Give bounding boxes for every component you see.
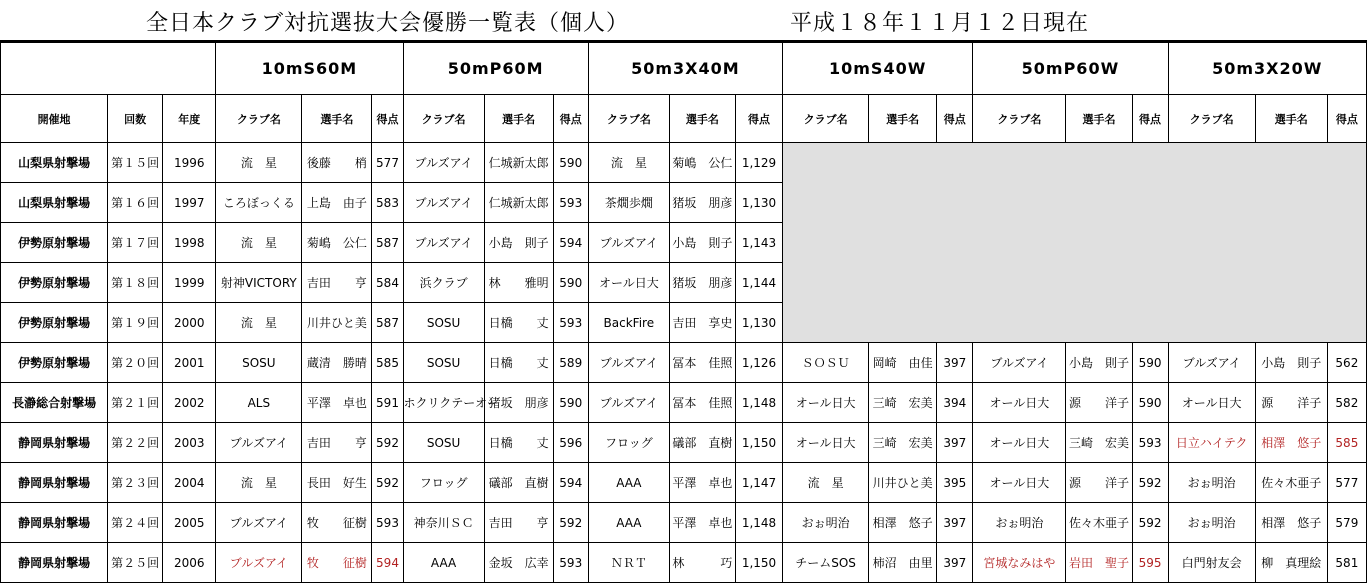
club-cell: オール日大 [973,463,1066,503]
score-cell: 397 [937,423,973,463]
club-cell: チームSOS [783,543,869,583]
club-cell: SOSU [403,423,484,463]
score-cell: 593 [553,303,588,343]
no-event-block [783,143,1367,343]
player-cell: 源 洋子 [1066,463,1132,503]
player-cell: 三崎 宏美 [869,383,937,423]
score-cell: 1,148 [735,383,782,423]
event-header: 10mS60M [216,43,403,95]
score-cell: 593 [553,543,588,583]
score-column-header: 得点 [1132,95,1168,143]
club-cell: ALS [216,383,302,423]
player-cell: 冨本 佳照 [669,383,735,423]
table-row [1,543,1367,583]
club-cell: 浜クラブ [403,263,484,303]
score-cell: 577 [372,143,403,183]
score-cell: 1,130 [735,303,782,343]
round-column-header: 回数 [108,95,163,143]
year-cell: 2000 [163,303,216,343]
score-cell: 584 [372,263,403,303]
player-cell: 蔵清 勝晴 [302,343,372,383]
player-cell: 仁城新太郎 [484,183,553,223]
player-cell: 柿沼 由里 [869,543,937,583]
club-cell: おぉ明治 [783,503,869,543]
player-cell: 日橋 丈 [484,303,553,343]
score-column-header: 得点 [937,95,973,143]
score-cell: 596 [553,423,588,463]
table-row [1,343,1367,383]
blank-header-cell [1,43,216,95]
player-cell: 岡崎 由佳 [869,343,937,383]
year-cell: 1998 [163,223,216,263]
club-cell: ブルズアイ [403,183,484,223]
club-cell: AAA [403,543,484,583]
score-column-header: 得点 [1327,95,1366,143]
table-row [1,423,1367,463]
year-cell: 2001 [163,343,216,383]
player-cell: 林 雅明 [484,263,553,303]
player-cell: 礒部 直樹 [484,463,553,503]
club-cell: ブルズアイ [588,343,669,383]
club-cell: SOSU [403,343,484,383]
score-cell: 585 [372,343,403,383]
score-cell: 589 [553,343,588,383]
club-cell: オール日大 [783,423,869,463]
score-cell: 593 [372,503,403,543]
title-bar [0,0,1367,42]
player-cell: 牧 征樹 [302,503,372,543]
score-cell: 1,148 [735,503,782,543]
club-cell: AAA [588,503,669,543]
score-cell: 590 [1132,383,1168,423]
year-cell: 2006 [163,543,216,583]
club-cell: オール日大 [783,383,869,423]
venue-cell: 静岡県射撃場 [1,503,108,543]
year-column-header: 年度 [163,95,216,143]
score-cell: 1,150 [735,423,782,463]
venue-cell: 伊勢原射撃場 [1,343,108,383]
score-cell: 590 [553,383,588,423]
club-column-header: クラブ名 [216,95,302,143]
club-cell: 流 星 [783,463,869,503]
player-cell: 小島 則子 [669,223,735,263]
score-cell: 592 [553,503,588,543]
club-cell: ブルズアイ [216,503,302,543]
club-cell: オール日大 [588,263,669,303]
club-cell: おぉ明治 [1168,503,1255,543]
year-cell: 1996 [163,143,216,183]
player-column-header: 選手名 [869,95,937,143]
player-cell: 冨本 佳照 [669,343,735,383]
score-cell: 581 [1327,543,1366,583]
club-cell: 流 星 [216,303,302,343]
event-header: 50mP60M [403,43,588,95]
club-column-header: クラブ名 [1168,95,1255,143]
club-cell: ＮＲＴ [588,543,669,583]
round-cell: 第１５回 [108,143,163,183]
player-cell: 菊嶋 公仁 [302,223,372,263]
club-cell: 流 星 [216,143,302,183]
year-cell: 1997 [163,183,216,223]
score-cell: 592 [372,423,403,463]
score-column-header: 得点 [372,95,403,143]
club-cell: ホクリクテーオー [403,383,484,423]
event-header: 10mS40W [783,43,973,95]
player-cell: 小島 則子 [484,223,553,263]
venue-cell: 長瀞総合射撃場 [1,383,108,423]
player-cell: 相澤 悠子 [869,503,937,543]
year-cell: 2005 [163,503,216,543]
player-cell: 平澤 卓也 [302,383,372,423]
club-cell: オール日大 [1168,383,1255,423]
club-cell: ブルズアイ [216,423,302,463]
player-column-header: 選手名 [1066,95,1132,143]
score-cell: 593 [1132,423,1168,463]
player-cell: 林 巧 [669,543,735,583]
club-cell: ころぼっくる [216,183,302,223]
venue-cell: 伊勢原射撃場 [1,263,108,303]
score-cell: 583 [372,183,403,223]
player-cell: 吉田 亨 [484,503,553,543]
column-header-row [1,95,1367,143]
player-cell: 金坂 広幸 [484,543,553,583]
score-cell: 587 [372,223,403,263]
club-cell: 射神VICTORY [216,263,302,303]
club-cell: ブルズアイ [403,143,484,183]
player-cell: 佐々木亜子 [1066,503,1132,543]
player-cell: 小島 則子 [1255,343,1327,383]
round-cell: 第１９回 [108,303,163,343]
score-cell: 1,144 [735,263,782,303]
year-cell: 2004 [163,463,216,503]
club-column-header: クラブ名 [588,95,669,143]
club-cell: BackFire [588,303,669,343]
year-cell: 2003 [163,423,216,463]
score-cell: 1,129 [735,143,782,183]
club-cell: AAA [588,463,669,503]
score-cell: 590 [1132,343,1168,383]
player-column-header: 選手名 [484,95,553,143]
player-cell: 上島 由子 [302,183,372,223]
player-cell: 仁城新太郎 [484,143,553,183]
player-cell: 菊嶋 公仁 [669,143,735,183]
score-column-header: 得点 [735,95,782,143]
club-cell: 流 星 [216,223,302,263]
club-cell: SOSU [403,303,484,343]
venue-cell: 静岡県射撃場 [1,463,108,503]
player-cell: 礒部 直樹 [669,423,735,463]
club-cell: ブルズアイ [216,543,302,583]
club-column-header: クラブ名 [973,95,1066,143]
score-cell: 585 [1327,423,1366,463]
player-cell: 川井ひと美 [869,463,937,503]
score-cell: 577 [1327,463,1366,503]
player-cell: 相澤 悠子 [1255,503,1327,543]
table-row [1,383,1367,423]
results-table [0,42,1367,583]
player-cell: 三崎 宏美 [869,423,937,463]
venue-cell: 伊勢原射撃場 [1,223,108,263]
player-cell: 源 洋子 [1066,383,1132,423]
score-cell: 1,143 [735,223,782,263]
year-cell: 2002 [163,383,216,423]
player-cell: 柳 真理絵 [1255,543,1327,583]
score-cell: 587 [372,303,403,343]
score-cell: 397 [937,543,973,583]
score-cell: 397 [937,503,973,543]
score-cell: 582 [1327,383,1366,423]
player-cell: 日橋 丈 [484,343,553,383]
as-of-date: 平成１８年１１月１２日現在 [790,11,1090,36]
score-cell: 590 [553,263,588,303]
club-cell: ブルズアイ [403,223,484,263]
table-row [1,463,1367,503]
event-header: 50mP60W [973,43,1168,95]
results-body [1,143,1367,583]
score-cell: 394 [937,383,973,423]
club-cell: 日立ハイテク [1168,423,1255,463]
player-cell: 吉田 亨 [302,263,372,303]
score-column-header: 得点 [553,95,588,143]
venue-column-header: 開催地 [1,95,108,143]
player-cell: 牧 征樹 [302,543,372,583]
score-cell: 590 [553,143,588,183]
score-cell: 1,147 [735,463,782,503]
player-cell: 吉田 享史 [669,303,735,343]
score-cell: 591 [372,383,403,423]
club-cell: 茶燗歩燗 [588,183,669,223]
score-cell: 562 [1327,343,1366,383]
player-column-header: 選手名 [669,95,735,143]
score-cell: 594 [553,463,588,503]
club-cell: オール日大 [973,423,1066,463]
player-cell: 平澤 卓也 [669,463,735,503]
round-cell: 第２５回 [108,543,163,583]
club-cell: 宮城なみはや [973,543,1066,583]
club-cell: 白門射友会 [1168,543,1255,583]
score-cell: 594 [553,223,588,263]
club-column-header: クラブ名 [783,95,869,143]
club-cell: おぉ明治 [1168,463,1255,503]
player-cell: 相澤 悠子 [1255,423,1327,463]
club-cell: ブルズアイ [973,343,1066,383]
round-cell: 第２０回 [108,343,163,383]
round-cell: 第１７回 [108,223,163,263]
club-cell: ブルズアイ [588,223,669,263]
venue-cell: 山梨県射撃場 [1,183,108,223]
score-cell: 1,150 [735,543,782,583]
round-cell: 第２３回 [108,463,163,503]
club-cell: 流 星 [588,143,669,183]
club-cell: ブルズアイ [1168,343,1255,383]
club-cell: オール日大 [973,383,1066,423]
page-title: 全日本クラブ対抗選抜大会優勝一覧表（個人） [146,11,630,36]
player-cell: 三崎 宏美 [1066,423,1132,463]
club-cell: 神奈川ＳＣ [403,503,484,543]
club-cell: SOSU [216,343,302,383]
score-cell: 395 [937,463,973,503]
event-header: 50m3X20W [1168,43,1366,95]
score-cell: 397 [937,343,973,383]
club-cell: ブルズアイ [588,383,669,423]
club-column-header: クラブ名 [403,95,484,143]
club-cell: おぉ明治 [973,503,1066,543]
player-cell: 川井ひと美 [302,303,372,343]
score-cell: 593 [553,183,588,223]
score-cell: 579 [1327,503,1366,543]
venue-cell: 静岡県射撃場 [1,423,108,463]
year-cell: 1999 [163,263,216,303]
table-row [1,143,1367,183]
player-cell: 猪坂 朋彦 [669,263,735,303]
event-header: 50m3X40M [588,43,782,95]
player-column-header: 選手名 [302,95,372,143]
venue-cell: 伊勢原射撃場 [1,303,108,343]
player-cell: 源 洋子 [1255,383,1327,423]
round-cell: 第２４回 [108,503,163,543]
round-cell: 第１８回 [108,263,163,303]
score-cell: 1,126 [735,343,782,383]
player-column-header: 選手名 [1255,95,1327,143]
player-cell: 小島 則子 [1066,343,1132,383]
venue-cell: 静岡県射撃場 [1,543,108,583]
event-header-row [1,43,1367,95]
player-cell: 長田 好生 [302,463,372,503]
player-cell: 猪坂 朋彦 [484,383,553,423]
club-cell: ＳＯＳＵ [783,343,869,383]
venue-cell: 山梨県射撃場 [1,143,108,183]
player-cell: 吉田 亨 [302,423,372,463]
club-cell: 流 星 [216,463,302,503]
score-cell: 595 [1132,543,1168,583]
score-cell: 592 [1132,463,1168,503]
score-cell: 1,130 [735,183,782,223]
player-cell: 平澤 卓也 [669,503,735,543]
player-cell: 佐々木亜子 [1255,463,1327,503]
score-cell: 594 [372,543,403,583]
round-cell: 第２２回 [108,423,163,463]
round-cell: 第２１回 [108,383,163,423]
club-cell: フロッグ [403,463,484,503]
player-cell: 猪坂 朋彦 [669,183,735,223]
player-cell: 岩田 聖子 [1066,543,1132,583]
score-cell: 592 [1132,503,1168,543]
player-cell: 日橋 丈 [484,423,553,463]
player-cell: 後藤 梢 [302,143,372,183]
club-cell: フロッグ [588,423,669,463]
round-cell: 第１６回 [108,183,163,223]
score-cell: 592 [372,463,403,503]
table-row [1,503,1367,543]
